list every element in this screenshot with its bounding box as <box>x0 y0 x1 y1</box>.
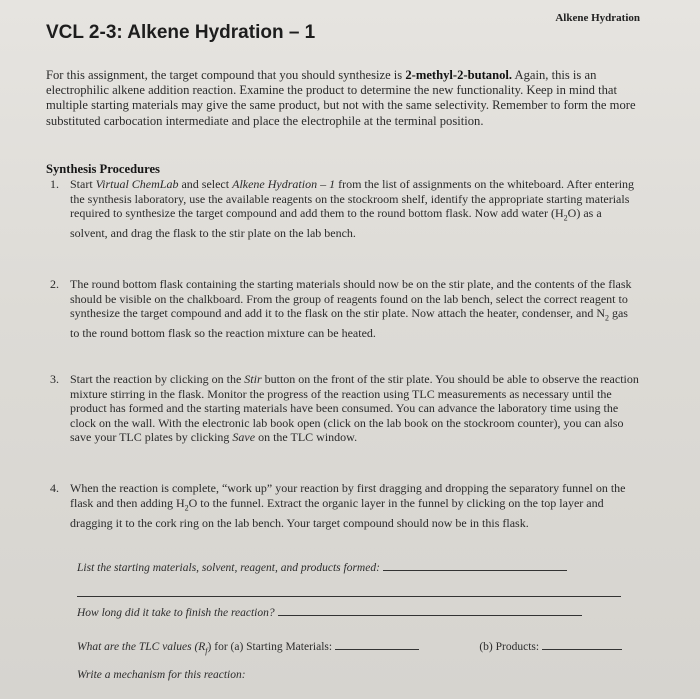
page-title: VCL 2-3: Alkene Hydration – 1 <box>46 22 316 43</box>
intro-paragraph <box>46 68 638 129</box>
step-number: 2. <box>50 277 59 291</box>
procedure-step-2 <box>50 277 640 341</box>
step-number: 3. <box>50 372 59 386</box>
step-number: 4. <box>50 481 59 495</box>
question-reaction-time: How long did it take to finish the reaction? <box>77 604 582 619</box>
answer-blank[interactable] <box>278 604 582 616</box>
procedures-heading: Synthesis Procedures <box>46 162 160 176</box>
step-text: Start Virtual ChemLab and select Alkene Hydration – 1 from the list of assignments on the whiteboard. After entering the synthesis laboratory, use the available reagents on the stockroom shelf, identify the appropriate starting materials required to synthesize the target compound and add them to the round bottom flask. Now add water $(H_2O)$ as a solvent, and drag the flask to the stir plate on the lab bench. <box>70 177 635 241</box>
running-header: Alkene Hydration <box>555 12 640 24</box>
answer-blank[interactable] <box>383 559 567 571</box>
question-mechanism: Write a mechanism for this reaction: <box>77 669 246 681</box>
question-tlc-values: What are the TLC values $(R_f)$ for (a) Starting Materials: (b) Products: <box>77 638 622 655</box>
question-starting-materials: List the starting materials, solvent, reagent, and products formed: <box>77 559 567 574</box>
procedure-step-3 <box>50 372 640 445</box>
starting-materials-blank[interactable] <box>335 638 419 650</box>
procedure-step-1 <box>50 177 640 241</box>
answer-line[interactable] <box>77 596 621 597</box>
intro-text-1: For this assignment, the target compound that you should synthesize is <box>46 68 406 82</box>
products-blank[interactable] <box>542 638 622 650</box>
step-text: The round bottom flask containing the starting materials should now be on the stir plate, and the contents of the flask should be visible on the chalkboard. From the group of reagents found on the lab bench, select the correct reagent to synthesize the target compound and add it to the flask on the stir plate. Now attach the heater, condenser, and $N_2$ gas to the round bottom flask so the reaction mixture can be heated. <box>70 277 632 341</box>
step-text: When the reaction is complete, “work up” your reaction by first dragging and dropping the separatory funnel on the flask and then adding $H_2O$ to the funnel. Extract the organic layer in the funnel by clicking on the top layer and dragging it to the cork ring on the lab bench. Your target compound should now be in this flask. <box>70 481 626 530</box>
intro-text-2: Again, this is an electrophilic alkene addition reaction. Examine the product to determine the new functionality. Keep in mind that multiple starting materials may give the same product, but not with the same selectivity. Remember to form the more substituted carbocation intermediate and place the electrophile at the terminal position. <box>46 68 636 128</box>
step-number: 1. <box>50 177 59 191</box>
target-compound: 2-methyl-2-butanol. <box>405 68 513 82</box>
procedure-step-4 <box>50 481 640 530</box>
step-text: Start the reaction by clicking on the Stir button on the front of the stir plate. You should be able to observe the reaction mixture stirring in the flask. Monitor the progress of the reaction using TLC measurements as necessary until the product has formed and the starting materials have been consumed. You can advance the laboratory time using the clock on the wall. With the electronic lab book open (click on the lab book on the stockroom counter), you can also save your TLC plates by clicking Save on the TLC window. <box>70 372 639 445</box>
